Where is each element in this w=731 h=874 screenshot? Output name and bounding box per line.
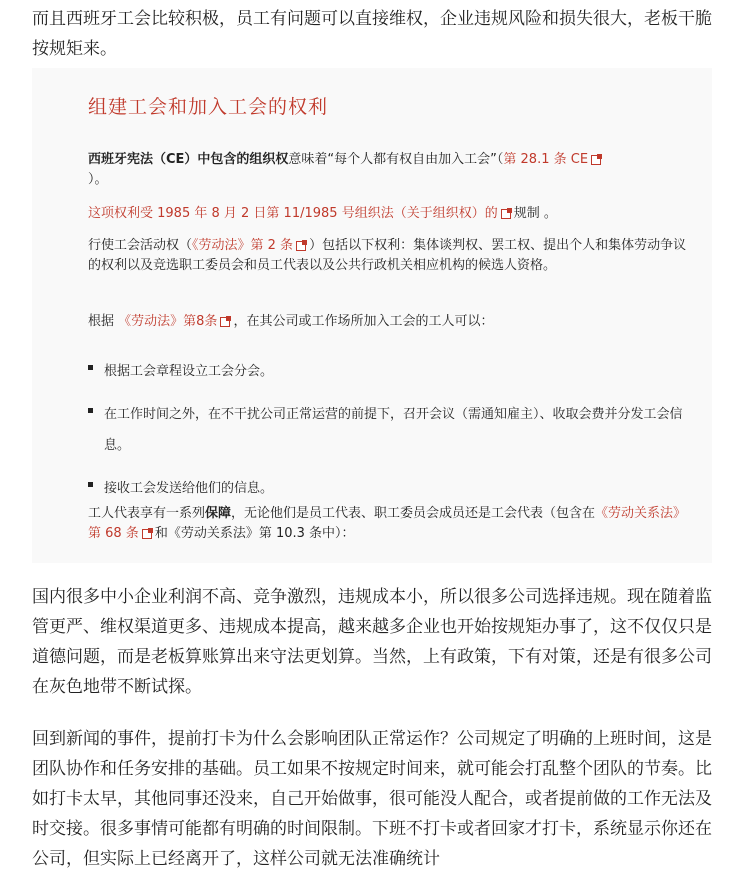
embed-paragraph-1: 西班牙宪法（CE）中包含的组织权意味着“每个人都有权自由加入工会”（第 28.1 条 CE ）。 <box>88 150 688 190</box>
intro-paragraph: 而且西班牙工会比较积极，员工有问题可以直接维权，企业违规风险和损失很大，老板干脆按规矩来。 <box>32 9 712 59</box>
rights-list <box>88 356 688 504</box>
link-labor-law-8[interactable]: 《劳动法》第8条 <box>118 314 218 329</box>
link-ce-28[interactable]: 第 28.1 条 CE <box>503 152 589 167</box>
embed-paragraph-4: 根据 《劳动法》第8条 ，在其公司或工作场所加入工会的工人可以： <box>88 314 494 329</box>
external-link-icon <box>220 317 230 327</box>
embed-paragraph-2: 这项权利受 1985 年 8 月 2 日第 11/1985 号组织法（关于组织权）的 规制 。 <box>88 206 557 221</box>
embedded-screenshot <box>32 68 712 563</box>
bold-text: 保障 <box>205 506 232 521</box>
link-labor-law-2[interactable]: 《劳动法》第 2 条 <box>192 238 294 253</box>
external-link-icon <box>296 241 306 251</box>
list-item: 根据工会章程设立工会分会。 <box>88 356 688 387</box>
embed-paragraph-5: 工人代表享有一系列保障，无论他们是员工代表、职工委员会成员还是工会代表（包含在《劳动关系法》第 68 条 和《劳动关系法》第 10.3 条中）： <box>88 506 687 541</box>
list-item: 接收工会发送给他们的信息。 <box>88 473 688 504</box>
external-link-icon[interactable] <box>501 209 511 219</box>
link-labor-relations-68[interactable]: 《劳动关系法》第 68 条 <box>88 506 687 541</box>
bold-text: 西班牙宪法（CE）中包含的组织权 <box>88 152 289 167</box>
embed-heading: 组建工会和加入工会的权利 <box>88 96 329 118</box>
external-link-icon <box>591 155 601 165</box>
list-item: 在工作时间之外，在不干扰公司正常运营的前提下，召开会议（需通知雇主）、收取会费并分发工会信息。 <box>88 399 688 461</box>
body-paragraph-2: 回到新闻的事件，提前打卡为什么会影响团队正常运作？公司规定了明确的上班时间，这是团队协作和任务安排的基础。员工如果不按规定时间来，就可能会打乱整个团队的节奏。比如打卡太早，其他同事还没来，自己开始做事，很可能没人配合，或者提前做的工作无法及时交接。很多事情可能都有明确的时间限制。下班不打卡或者回家才打卡，系统显示你还在公司，但实际上已经离开了，这样公司就无法准确统计 <box>32 729 712 869</box>
body-paragraph-1: 国内很多中小企业利润不高、竞争激烈，违规成本小，所以很多公司选择违规。现在随着监管更严、维权渠道更多、违规成本提高，越来越多企业也开始按规矩办事了，这不仅仅只是道德问题，而是老板算账算出来守法更划算。当然，上有政策，下有对策，还是有很多公司在灰色地带不断试探。 <box>32 587 712 697</box>
external-link-icon <box>142 529 152 539</box>
embed-paragraph-3: 行使工会活动权（《劳动法》第 2 条 ）包括以下权利：集体谈判权、罢工权、提出个人和集体劳动争议的权利以及竞选职工委员会和员工代表以及公共行政机关相应机构的候选人资格。 <box>88 238 687 273</box>
